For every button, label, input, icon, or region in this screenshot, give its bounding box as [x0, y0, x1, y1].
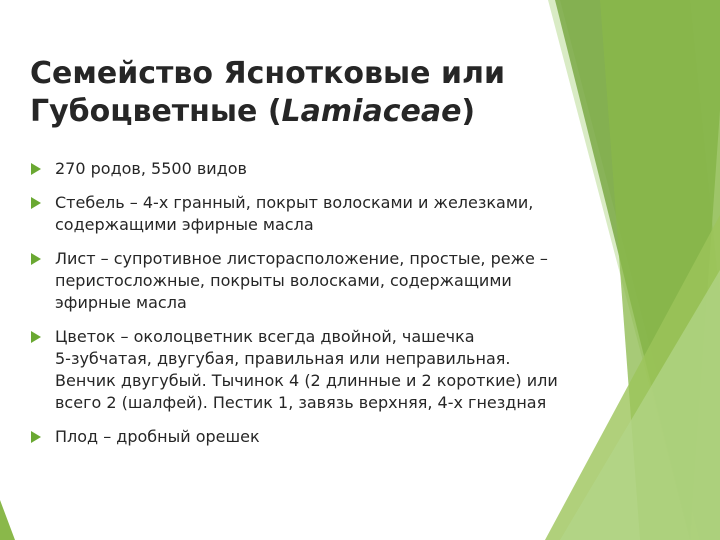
bullet-line: Цветок – околоцветник всегда двойной, чашечка [55, 327, 475, 346]
bullet-item-genera [30, 158, 620, 180]
bullet-line: Стебель – 4-х гранный, покрыт волосками и железками, [55, 193, 534, 212]
bullet-item-fruit [30, 426, 620, 448]
bullet-line: Лист – супротивное листорасположение, простые, реже – [55, 249, 548, 268]
bullet-line: Венчик двугубый. Тычинок 4 (2 длинные и 2 короткие) или [55, 371, 558, 390]
title-line-1: Семейство Ясноткoвые или [30, 56, 505, 91]
bullet-arrow-icon [31, 431, 41, 443]
bullet-list [30, 158, 620, 460]
bullet-item-leaf [30, 248, 620, 314]
bullet-arrow-icon [31, 163, 41, 175]
title-line-2-prefix: Губоцветные ( [30, 94, 282, 129]
bullet-line: перистосложные, покрыты волосками, содержащими [55, 271, 512, 290]
bullet-line: 270 родов, 5500 видов [55, 159, 247, 178]
slide-title [30, 55, 620, 131]
title-latin-name: Lamiaceae [281, 94, 462, 129]
bullet-item-flower [30, 326, 620, 414]
title-line-2-suffix: ) [461, 94, 476, 129]
bullet-arrow-icon [31, 197, 41, 209]
bullet-arrow-icon [31, 331, 41, 343]
deco-left-triangle [0, 500, 15, 540]
bullet-line: содержащими эфирные масла [55, 215, 314, 234]
bullet-line: всего 2 (шалфей). Пестик 1, завязь верхняя, 4-х гнездная [55, 393, 547, 412]
bullet-item-stem [30, 192, 620, 236]
bullet-arrow-icon [31, 253, 41, 265]
bullet-line: эфирные масла [55, 293, 187, 312]
bullet-line: Плод – дробный орешек [55, 427, 260, 446]
bullet-line: 5-зубчатая, двугубая, правильная или неправильная. [55, 349, 511, 368]
